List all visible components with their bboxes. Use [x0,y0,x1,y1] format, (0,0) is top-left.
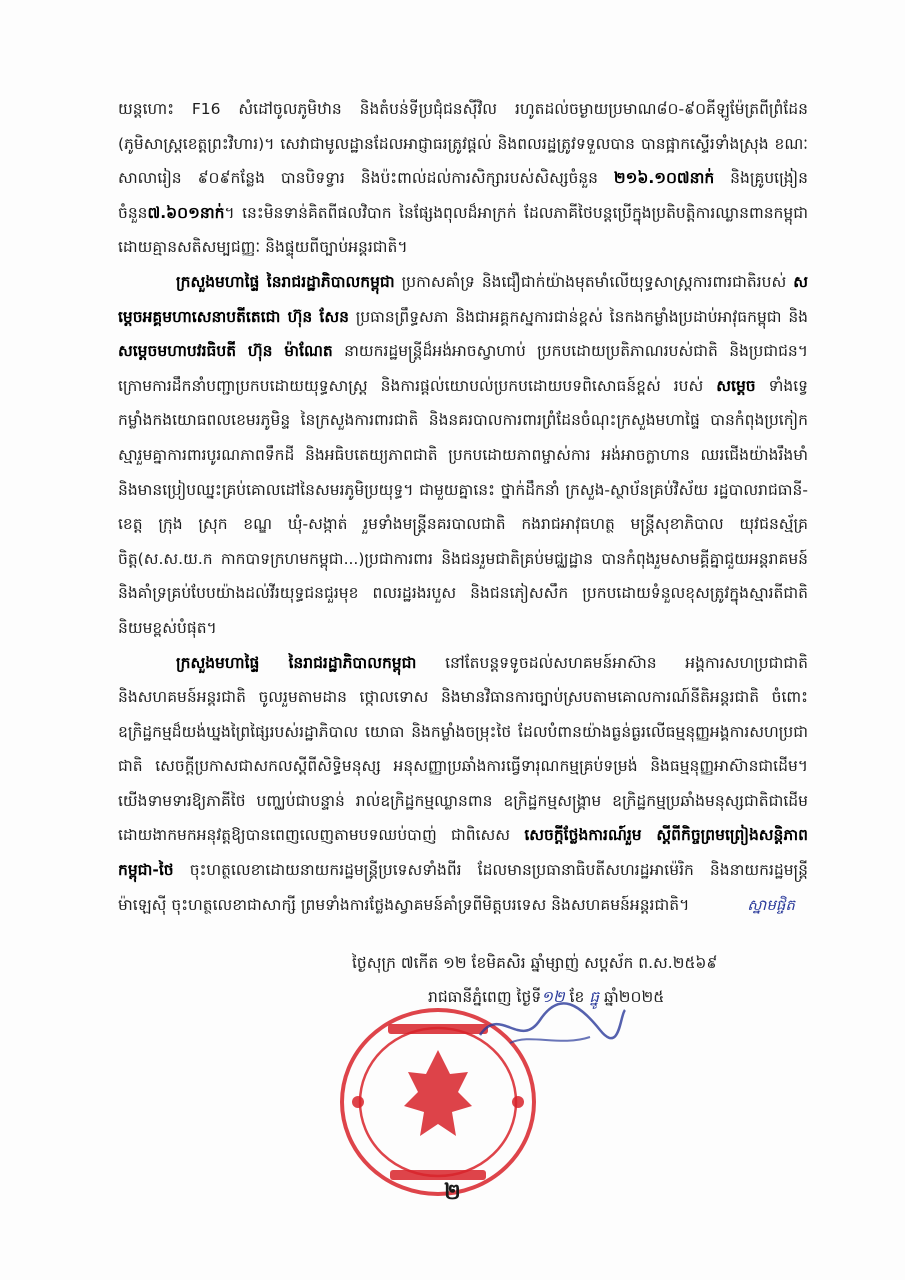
text-segment: និងគ្រូបង្រៀនចំនួន [118,169,808,222]
bold-text-segment: ៧.៦០១នាក់ [147,203,225,222]
bold-text-segment: ក្រសួងមហាផ្ទៃ នៃរាជរដ្ឋាភិបាលកម្ពុជា [176,272,395,291]
bold-text-segment: សម្តេចអគ្គមហាសេនាបតីតេជោ ហ៊ុន សែន [118,272,808,326]
paragraph-1 [118,92,808,265]
bold-text-segment: សម្តេចមហាបវរធិបតី ហ៊ុន ម៉ាណែត [118,342,333,361]
text-segment: យន្តហោះ F16 សំដៅចូលភូមិឋាន និងតំបន់ទីប្រជុំជនស៊ីវិល រហូតដល់ចម្ងាយប្រមាណ៨០-៩០គីឡូម៉ែត្រពីព្រំដែន (ភូមិសាស្ត្រខេត្តព្រះវិហារ)។ សេវាជាមូលដ្ឋានដែលអាជ្ញាធរត្រូវផ្តល់ និងពលរដ្ឋត្រូវទទួលបាន បានផ្អាកស្ទើរទាំងស្រុង ខណៈសាលារៀន ៩០៩កន្លែង បានបិទទ្វារ និងប៉ះពាល់ដល់ការសិក្សារបស់សិស្សចំនួន [118,100,808,188]
paragraph-3 [118,646,808,923]
handwritten-month: ធ្នូ [589,988,600,1006]
year-label: ឆ្នាំ២០២៥ [599,988,665,1006]
page-number: ២ [444,1180,461,1205]
text-segment: នៅតែបន្តទទូចដល់សហគមន៍អាស៊ាន អង្គការសហប្រជាជាតិ និងសហគមន៍អន្តរជាតិ ចូលរួមតាមដាន ថ្កោលទោស និងមានវិធានការច្បាប់ស្របតាមគោលការណ៍នីតិអន្តរជាតិ ចំពោះឧក្រិដ្ឋកម្មដ៏យង់ឃ្នងព្រៃផ្សៃរបស់រដ្ឋាភិបាល យោធា និងកម្លាំងចម្រុះថៃ ដែលបំពានយ៉ាងធ្ងន់ធ្ងរលើធម្មនុញ្ញអង្គការសហប្រជាជាតិ សេចក្តីប្រកាសជាសកលស្តីពីសិទ្ធិមនុស្ស អនុសញ្ញាប្រឆាំងការធ្វើទារុណកម្មគ្រប់ទម្រង់ និងធម្មនុញ្ញអាស៊ានជាដើម។ យើងទាមទារឱ្យភាគីថៃ បញ្ឈប់ជាបន្ទាន់ រាល់ឧក្រិដ្ឋកម្មឈ្លានពាន ឧក្រិដ្ឋកម្មសង្គ្រាម ឧក្រិដ្ឋកម្មប្រឆាំងមនុស្សជាតិជាដើម ដោយងាកមកអនុវត្តឱ្យបានពេញលេញតាមបទឈប់បាញ់ ជាពិសេស [118,653,808,845]
text-segment: ។ នេះមិនទាន់គិតពីផលវិបាក នៃផ្សែងពុលដ៏អាក្រក់ ដែលភាគីថៃបន្តប្រើក្នុងប្រតិបត្តិការឈ្លានពានកម្ពុជា ដោយគ្មានសតិសម្បជញ្ញៈ និងផ្ទុយពីច្បាប់អន្តរជាតិ។ [118,203,808,257]
lunar-date-line: ថ្ងៃសុក្រ ៧កើត ១២ ខែមិគសិរ ឆ្នាំម្សាញ់ សប្តស័ក ព.ស.២៥៦៩ [352,954,718,972]
bold-text-segment: ក្រសួងមហាផ្ទៃ នៃរាជរដ្ឋាភិបាលកម្ពុជា [176,653,417,672]
handwritten-day: ១២ [541,988,565,1006]
text-segment: ប្រធានព្រឹទ្ធសភា និងជាអគ្គកស្នការជាន់ខ្ពស់ នៃកងកម្លាំងប្រដាប់អាវុធកម្ពុជា និង [348,307,809,326]
initials-mark: ស្នាមផ្ចិត [747,895,795,914]
date-block [352,946,822,1014]
place-prefix: រាជធានីភ្នំពេញ ថ្ងៃទី [428,988,542,1006]
solar-date-line [352,980,822,1014]
text-segment: ទាំងទ្វេ កម្លាំងកងយោធពលខេមរភូមិន្ទ នៃក្រសួងការពារជាតិ និងនគរបាលការពារព្រំដែនចំណុះក្រសួងមហាផ្ទៃ បានកំពុងប្រកៀកស្មារួមគ្នាការពារបូរណភាពទឹកដី និងអធិបតេយ្យភាពជាតិ ប្រកបដោយភាពម្ចាស់ការ អង់អាចក្លាហាន ឈរជើងយ៉ាងរឹងមាំ និងមានប្រៀបឈ្នះគ្រប់គោលដៅនៃសមរភូមិប្រយុទ្ធ។ ជាមួយគ្នានេះ ថ្នាក់ដឹកនាំ ក្រសួង-ស្ថាប័នគ្រប់វិស័យ រដ្ឋបាលរាជធានី-ខេត្ត ក្រុង ស្រុក ខណ្ឌ ឃុំ-សង្កាត់ រួមទាំងមន្ត្រីនគរបាលជាតិ កងរាជអាវុធហត្ថ មន្ត្រីសុខាភិបាល យុវជនស្ម័គ្រចិត្ត(ស.ស.យ.ក កាកបាទក្រហមកម្ពុជា...)ប្រជាការពារ និងជនរួមជាតិគ្រប់មជ្ឈដ្ឋាន បានកំពុងរួមសាមគ្គីគ្នាជួយអន្តរាគមន៍ និងគាំទ្រគ្រប់បែបយ៉ាងដល់វីរយុទ្ធជនជួរមុខ ពលរដ្ឋរងរបួស និងជនភៀសសឹក ប្រកបដោយទំនួលខុសត្រូវក្នុងស្មារតីជាតិនិយមខ្ពស់បំផុត។ [118,376,808,637]
text-segment: នាយករដ្ឋមន្ត្រីដ៏អង់អាចស្វាហាប់ ប្រកបដោយប្រតិភាណរបស់ជាតិ និងប្រជាជន។ ក្រោមការដឹកនាំបញ្ជាប្រកបដោយយុទ្ធសាស្ត្រ និងការផ្តល់យោបល់ប្រកបដោយបទពិសោធន៍ខ្ពស់ របស់ [118,342,808,395]
bold-text-segment: សម្តេច [716,376,756,395]
body-text [118,92,808,922]
bold-text-segment: ២១៦.១០៧នាក់ [613,169,715,188]
paragraph-2 [118,265,808,646]
bold-text-segment: សេចក្តីថ្លែងការណ៍រួម ស្តីពីកិច្ចព្រមព្រៀងសន្តិភាពកម្ពុជា-ថៃ [118,826,808,880]
text-segment: ប្រកាសគាំទ្រ និងជឿជាក់យ៉ាងមុតមាំលើយុទ្ធសាស្ត្រការពារជាតិរបស់ [394,272,794,291]
month-label: ខែ [564,988,590,1006]
text-segment: ចុះហត្ថលេខាដោយនាយករដ្ឋមន្ត្រីប្រទេសទាំងពីរ ដែលមានប្រធានាធិបតីសហរដ្ឋអាម៉េរិក និងនាយករដ្ឋមន្ត្រីម៉ាឡេស៊ី ចុះហត្ថលេខាជាសាក្សី ព្រមទាំងការថ្លែងស្វាគមន៍គាំទ្រពីមិត្តបរទេស និងសហគមន៍អន្តរជាតិ។ [118,861,808,914]
